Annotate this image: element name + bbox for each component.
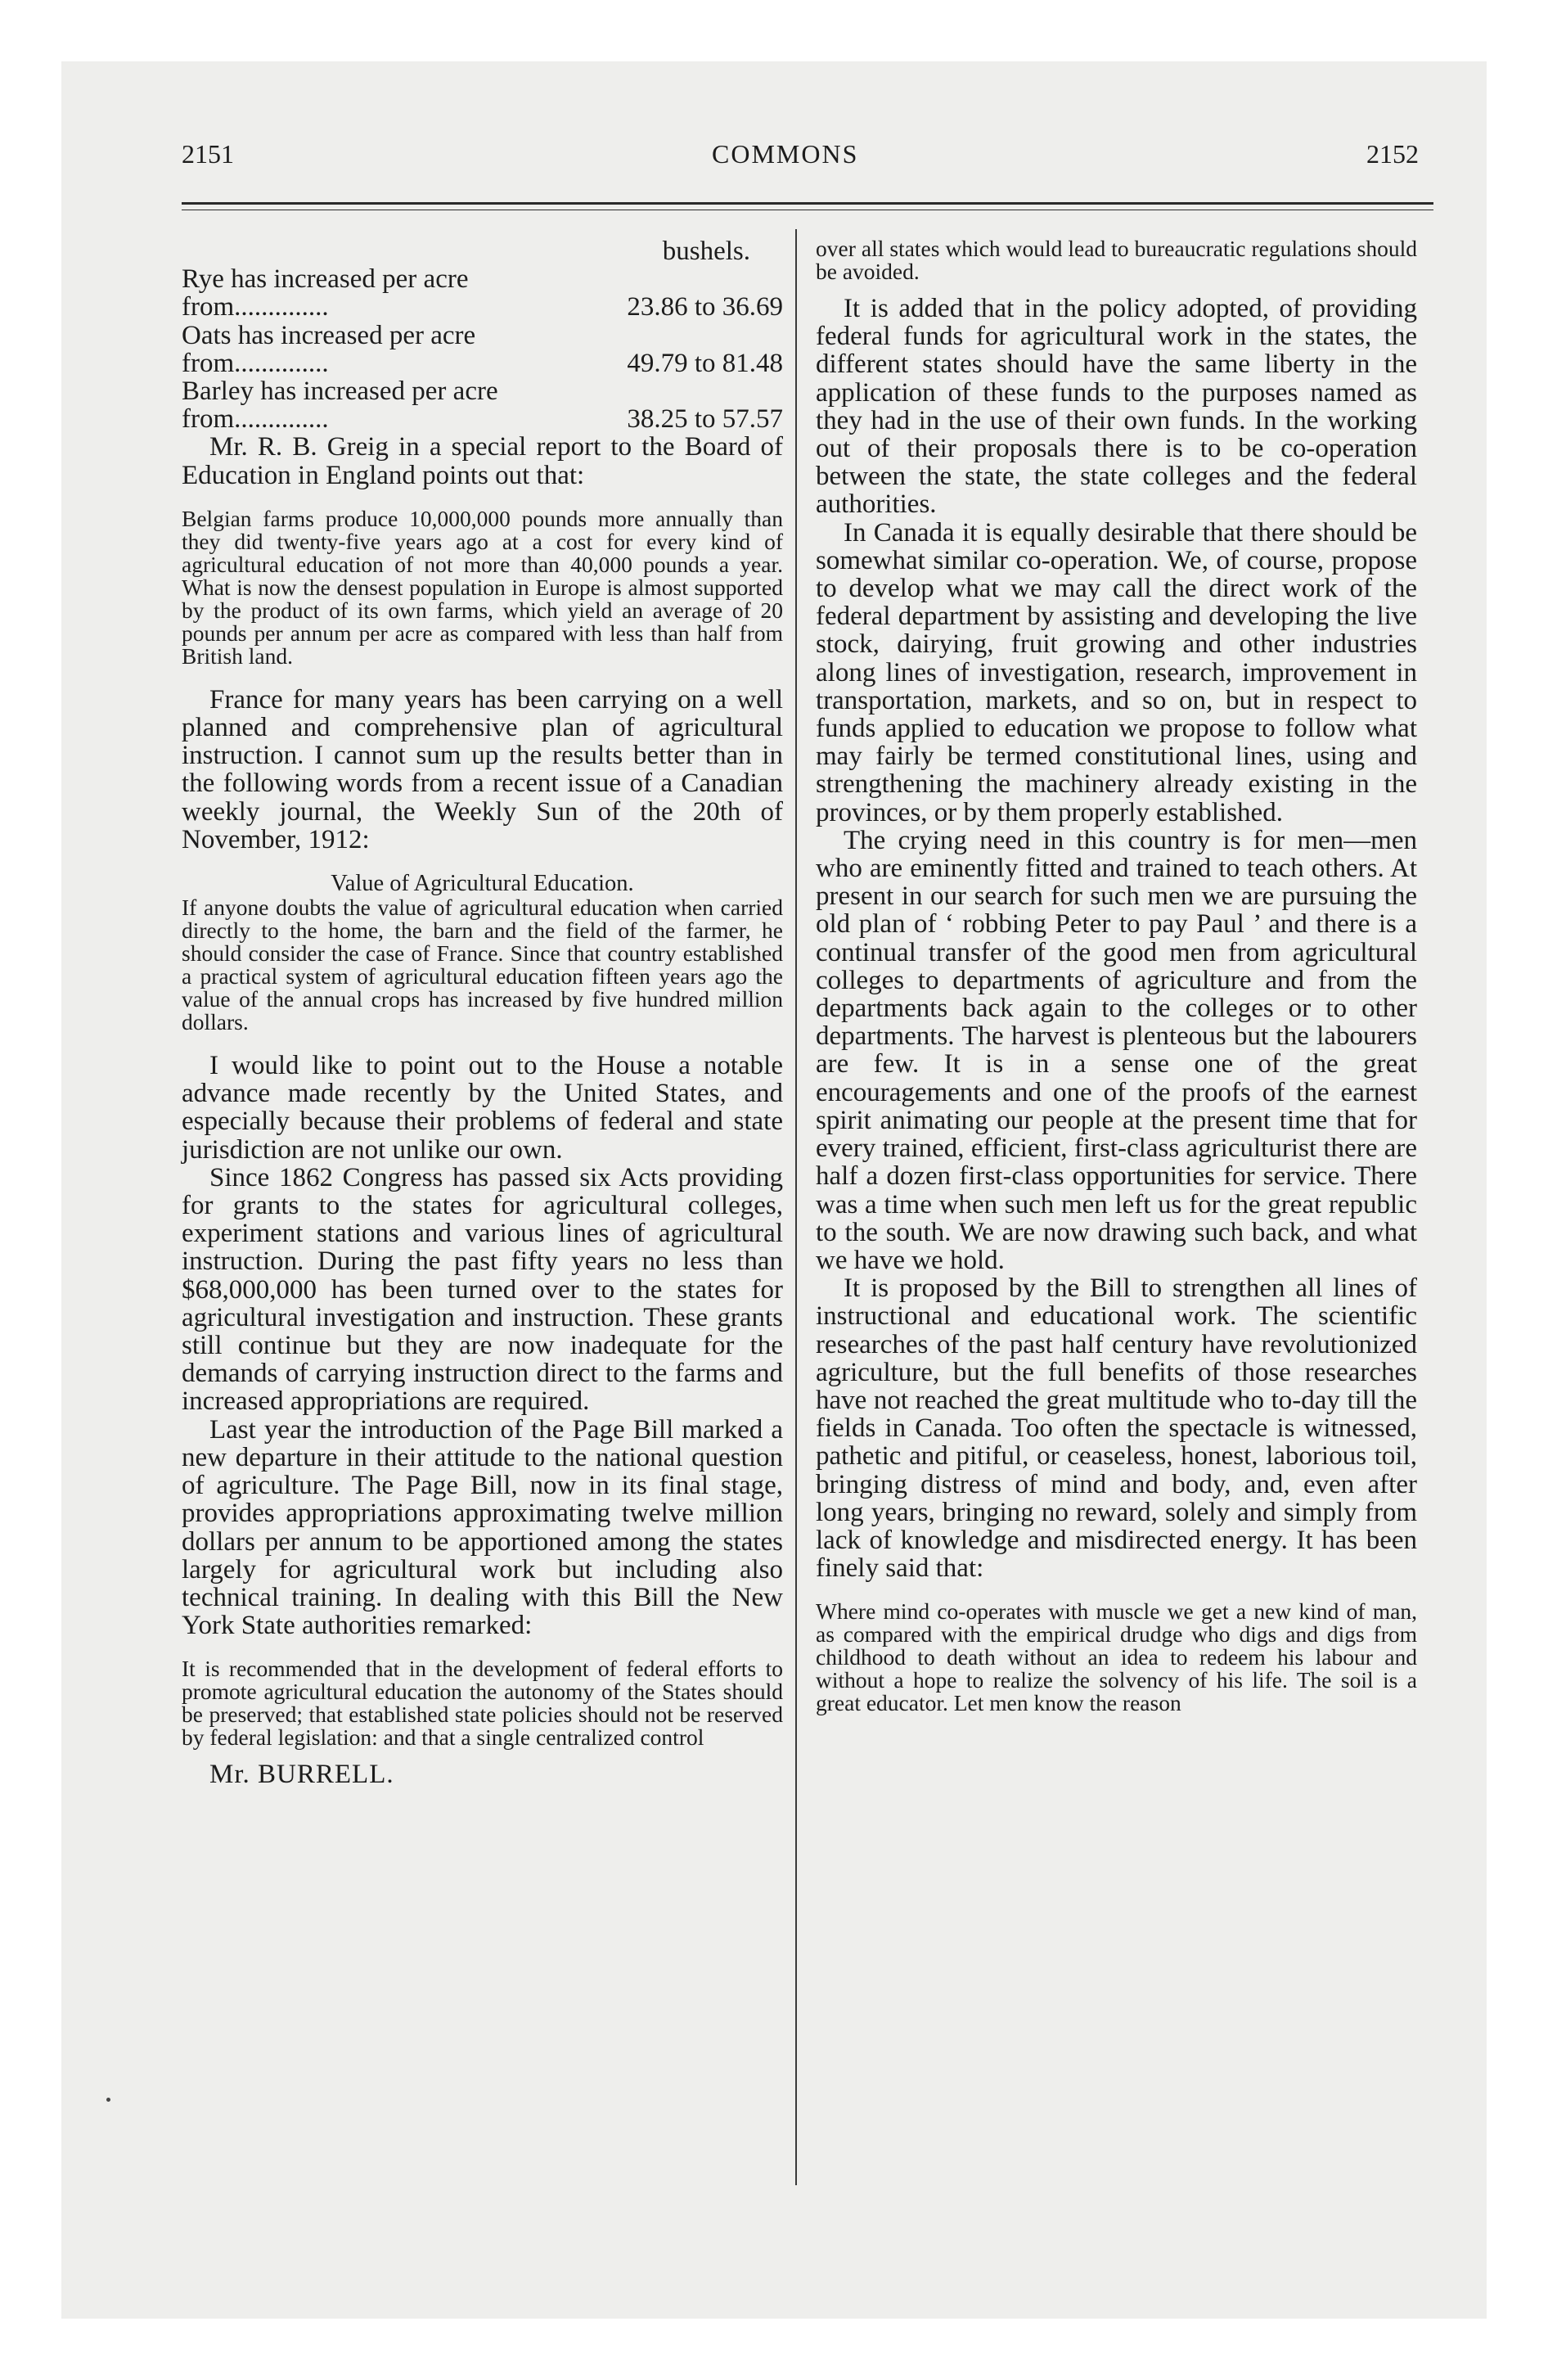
stat-from: from.............. — [182, 404, 329, 435]
paragraph: France for many years has been carrying on a well planned and comprehensive plan of agricultural instruction. I cannot sum up the results better than in the following words from a recent issue of a Canadian weekly journal, the Weekly Sun of the 20th of November, 1912: — [182, 684, 783, 854]
quote-text: Belgian farms produce 10,000,000 pounds more annually than they did twenty-five years ago at a cost for every kind of agricultural education of not more than 40,000 pounds a year. What is now the densest population in Europe is almost supported by the product of its own farms, which yield an average of 20 pounds per annum per acre as compared with less than half from British land. — [182, 505, 783, 669]
block-quote — [182, 1657, 783, 1749]
block-quote — [182, 896, 783, 1034]
quote-text: Where mind co-operates with muscle we get a new kind of man, as compared with the empirical drudge who digs and digs from childhood to death without an idea to redeem his labour and without a hope to realize the solvency of his life. The soil is a great educator. Let men know the reason — [816, 1598, 1417, 1716]
left-column — [182, 237, 783, 1789]
speaker-name: Mr. BURRELL. — [209, 1760, 394, 1790]
column-divider — [795, 229, 797, 2185]
stat-range: 49.79 to 81.48 — [627, 348, 783, 378]
quote-text: It is recommended that in the development of federal efforts to promote agricultural education the autonomy of the States should be preserved; that established state policies should not be reserved by federal legislation: and that a single centralized control — [182, 1656, 783, 1751]
stat-range: 23.86 to 36.69 — [627, 292, 783, 322]
page-number-left: 2151 — [182, 139, 234, 169]
paragraph: I would like to point out to the House a notable advance made recently by the United States, and especially because their problems of federal and state jurisdiction are not unlike our own. — [182, 1051, 783, 1165]
bushels-label: bushels. — [662, 237, 750, 266]
stat-oats — [182, 322, 783, 377]
stat-label: Oats has increased per acre — [182, 320, 476, 350]
paragraph: In Canada it is equally desirable that there should be somewhat similar co-operation. We, of course, propose to develop what we may call the direct work of the federal department by assisting and developing the live stock, dairying, fruit growing and other industries along lines of investigation, research, improvement in transportation, markets, and so on, but in respect to funds applied to education we propose to follow what may fairly be termed constitutional lines, using and strengthening the machinery already existing in the provinces, or by them properly established. — [816, 517, 1417, 827]
block-quote — [182, 507, 783, 668]
quote-title: Value of Agricultural Education. — [331, 871, 634, 897]
stat-barley — [182, 377, 783, 433]
stat-label: Barley has increased per acre — [182, 376, 498, 407]
block-quote — [816, 1600, 1417, 1715]
stat-label: Rye has increased per acre — [182, 264, 469, 295]
stat-from: from.............. — [182, 292, 329, 322]
running-title: COMMONS — [712, 139, 859, 169]
right-column — [816, 237, 1417, 1715]
quote-text: over all states which would lead to bureaucratic regulations should be avoided. — [816, 236, 1417, 284]
stat-rye — [182, 265, 783, 321]
paragraph: It is proposed by the Bill to strengthen all lines of instructional and educational work. The scientific researches of the past half century have revolutionized agriculture, but the full benefits of those researches have not reached the great multitude who to-day till the fields in Canada. Too often the spectacle is witnessed, pathetic and pitiful, or ceaseless, honest, laborious toil, bringing distress of mind and body, and, even after long years, bringing no reward, solely and simply from lack of knowledge and misdirected energy. It has been finely said that: — [816, 1273, 1417, 1584]
paragraph: It is added that in the policy adopted, of providing federal funds for agricultural work in the states, the different states should have the same liberty in the application of these funds to the purposes named as they had in the use of their own funds. In the working out of their proposals there is to be co-operation between the state, the state colleges and the federal authorities. — [816, 294, 1417, 520]
quote-text: If anyone doubts the value of agricultural education when carried directly to the home, the barn and the field of the farmer, he should consider the case of France. Since that country established a practical system of agricultural education fifteen years ago the value of the annual crops has increased by five hundred million dollars. — [182, 895, 783, 1035]
stat-range: 38.25 to 57.57 — [627, 404, 783, 435]
paragraph: Since 1862 Congress has passed six Acts providing for grants to the states for agricultural colleges, experiment stations and various lines of agricultural instruction. During the past fifty years no less than $68,000,000 has been turned over to the states for agricultural investigation and instruction. These grants still continue but they are now inadequate for the demands of carrying instruction direct to the farms and increased appropriations are required. — [182, 1162, 783, 1417]
paragraph: Last year the introduction of the Page Bill marked a new departure in their attitude to the national question of agriculture. The Page Bill, now in its final stage, provides appropriations approximating twelve million dollars per annum to be apportioned among the states largely for agricultural work but including also technical training. In dealing with this Bill the New York State authorities remarked: — [182, 1414, 783, 1641]
page-number-right: 2152 — [1366, 139, 1419, 169]
paragraph: Mr. R. B. Greig in a special report to the Board of Education in England points out that: — [182, 432, 783, 490]
block-quote-continued — [816, 237, 1417, 283]
stat-from: from.............. — [182, 348, 329, 378]
header-rule-thick — [182, 202, 1433, 205]
paragraph: The crying need in this country is for men—men who are eminently fitted and trained to teach others. At present in our search for such men we are pursuing the old plan of ‘ robbing Peter to pay Paul ’ and there is a continual transfer of the good men from agricultural colleges to departments of agriculture and from the departments back again to the colleges or to other departments. The harvest is plenteous but the labourers are few. It is in a sense one of the great encouragements and one of the proofs of the earnest spirit animating our people at the present time that for every trained, efficient, first-class agriculturist there are half a dozen first-class opportunities for service. There was a time when such men left us for the great republic to the south. We are now drawing such back, and what we have we hold. — [816, 825, 1417, 1275]
margin-mark — [106, 2098, 110, 2102]
